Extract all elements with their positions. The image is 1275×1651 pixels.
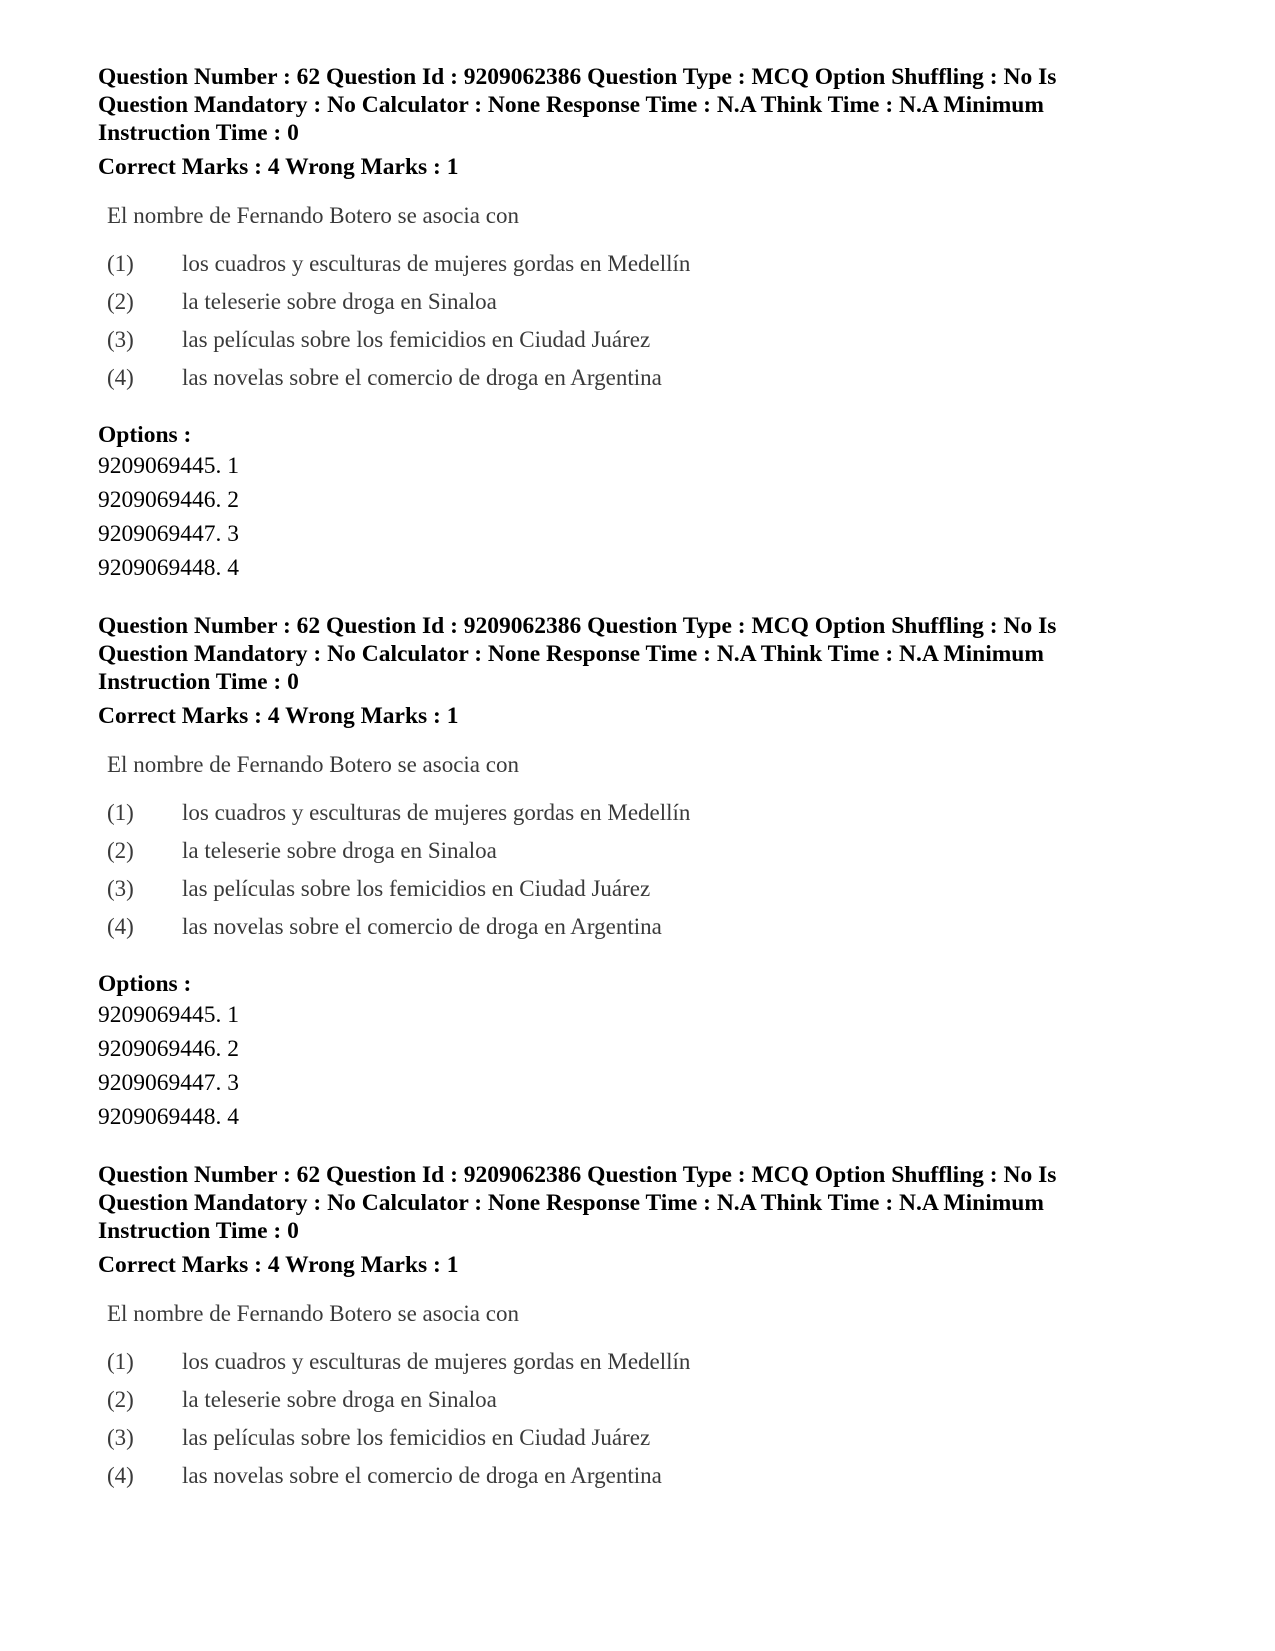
choice-text: las películas sobre los femicidios en Ciudad Juárez [182,1425,651,1450]
choice-number: (4) [107,365,134,390]
question-block-2 [98,612,1178,1134]
option-id: 9209069446. 2 [98,487,239,513]
choice-row [107,289,1178,327]
choice-number: (4) [107,914,134,939]
question-stem: El nombre de Fernando Botero se asocia con [107,1301,519,1326]
options-label: Options : [98,971,192,997]
option-id: 9209069446. 2 [98,1036,239,1062]
question-marks: Correct Marks : 4 Wrong Marks : 1 [98,154,459,180]
question-stem: El nombre de Fernando Botero se asocia con [107,752,519,777]
choice-number: (4) [107,1463,134,1488]
choice-row [107,365,1178,403]
choice-number: (2) [107,838,134,863]
choice-text: los cuadros y esculturas de mujeres gordas en Medellín [182,800,691,825]
question-stem: El nombre de Fernando Botero se asocia con [107,203,519,228]
choice-list [107,251,1178,403]
option-id: 9209069447. 3 [98,1070,239,1096]
choice-list [107,1349,1178,1501]
question-meta-line: Question Mandatory : No Calculator : None Response Time : N.A Think Time : N.A Minimum [98,641,1044,667]
choice-row [107,1387,1178,1425]
choice-row [107,251,1178,289]
choice-number: (2) [107,1387,134,1412]
choice-row [107,838,1178,876]
choice-row [107,800,1178,838]
question-marks: Correct Marks : 4 Wrong Marks : 1 [98,703,459,729]
choice-row [107,914,1178,952]
option-id: 9209069445. 1 [98,453,239,479]
question-meta-line: Question Mandatory : No Calculator : None Response Time : N.A Think Time : N.A Minimum [98,92,1044,118]
choice-number: (1) [107,251,134,276]
question-image [107,1301,1178,1501]
option-id: 9209069448. 4 [98,555,239,581]
choice-text: las películas sobre los femicidios en Ciudad Juárez [182,876,651,901]
question-meta-line: Question Number : 62 Question Id : 9209062386 Question Type : MCQ Option Shuffling : No Is [98,613,1057,639]
question-meta-line: Question Mandatory : No Calculator : None Response Time : N.A Think Time : N.A Minimum [98,1190,1044,1216]
choice-number: (1) [107,1349,134,1374]
question-block-3 [98,1161,1178,1501]
choice-number: (3) [107,1425,134,1450]
choice-text: los cuadros y esculturas de mujeres gordas en Medellín [182,251,691,276]
choice-text: las novelas sobre el comercio de droga en Argentina [182,365,662,390]
question-meta-line: Question Number : 62 Question Id : 9209062386 Question Type : MCQ Option Shuffling : No Is [98,64,1057,90]
question-meta-line: Question Number : 62 Question Id : 9209062386 Question Type : MCQ Option Shuffling : No Is [98,1162,1057,1188]
question-meta-line: Instruction Time : 0 [98,120,299,146]
choice-row [107,1463,1178,1501]
choice-number: (2) [107,289,134,314]
choice-number: (3) [107,876,134,901]
choice-text: las novelas sobre el comercio de droga en Argentina [182,1463,662,1488]
choice-number: (3) [107,327,134,352]
question-block-1 [98,63,1178,585]
choice-row [107,1425,1178,1463]
choice-number: (1) [107,800,134,825]
choice-text: las novelas sobre el comercio de droga en Argentina [182,914,662,939]
choice-text: la teleserie sobre droga en Sinaloa [182,838,497,863]
question-meta-line: Instruction Time : 0 [98,669,299,695]
option-id: 9209069447. 3 [98,521,239,547]
question-marks: Correct Marks : 4 Wrong Marks : 1 [98,1252,459,1278]
option-id: 9209069448. 4 [98,1104,239,1130]
choice-list [107,800,1178,952]
choice-row [107,1349,1178,1387]
choice-text: la teleserie sobre droga en Sinaloa [182,289,497,314]
choice-row [107,327,1178,365]
question-meta-line: Instruction Time : 0 [98,1218,299,1244]
choice-text: los cuadros y esculturas de mujeres gordas en Medellín [182,1349,691,1374]
question-image [107,752,1178,952]
choice-text: la teleserie sobre droga en Sinaloa [182,1387,497,1412]
option-id: 9209069445. 1 [98,1002,239,1028]
choice-row [107,876,1178,914]
options-label: Options : [98,422,192,448]
question-image [107,203,1178,403]
choice-text: las películas sobre los femicidios en Ciudad Juárez [182,327,651,352]
